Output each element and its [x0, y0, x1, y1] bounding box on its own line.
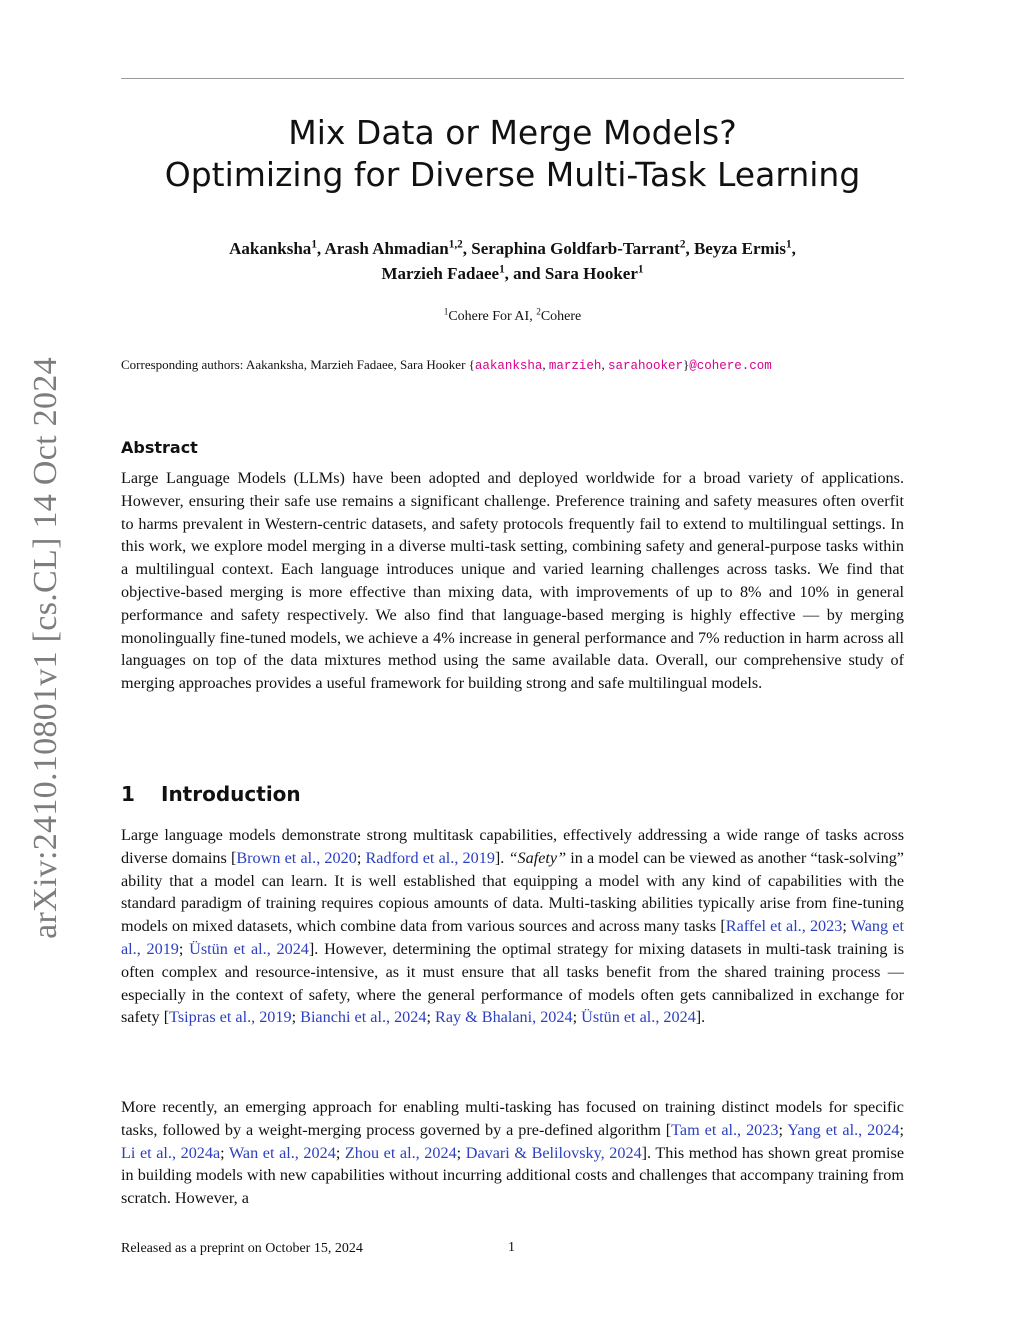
author-name: Sara Hooker [544, 264, 638, 283]
author-affiliation-mark: 2 [679, 238, 686, 251]
citation-link[interactable]: Wan et al., 2024 [228, 1143, 336, 1162]
citation-link[interactable]: Tam et al., 2023 [671, 1120, 779, 1139]
citation-link[interactable]: Üstün et al., 2024 [581, 1008, 696, 1027]
author-conjunction: and [513, 264, 541, 283]
email-link[interactable]: marzieh [548, 359, 602, 373]
paper-title [121, 112, 904, 196]
author-name: Seraphina Goldfarb-Tarrant [471, 239, 680, 258]
introduction-heading [121, 782, 301, 806]
author-affiliation-mark: 1 [637, 263, 644, 276]
title-line-1: Mix Data or Merge Models? [288, 113, 737, 152]
author-name: Beyza Ermis [693, 239, 787, 258]
intro-paragraph-1: Large language models demonstrate strong multitask capabilities, effectively addressing a wide range of tasks across diverse domains [Brown et al., 2020; Radford et al., 2019]. “Safety” in a model can be viewed as another “task-solving” ability that a model can learn. It is well established that equipping a model with any kind of capabilities with the standard paradigm of training requires copious amounts of data. Multi-tasking abilities typically arise from fine-tuning models on mixed datasets, which combine data from various sources and across many tasks [Raffel et al., 2023; Wang et al., 2019; Üstün et al., 2024]. However, determining the optimal strategy for mixing datasets in multi-task training is often complex and resource-intensive, as it must ensure that all tasks benefit from the shared training process — especially in the context of safety, where the general performance of models often gets cannibalized in exchange for safety [Tsipras et al., 2019; Bianchi et al., 2024; Ray & Bhalani, 2024; Üstün et al., 2024]. [121, 826, 905, 1027]
author-affiliation-mark: 1 [499, 263, 505, 276]
citation-link[interactable]: Ray & Bhalani, 2024 [435, 1008, 573, 1027]
email-link[interactable]: aakanksha [474, 359, 543, 373]
author-name: Aakanksha [229, 239, 312, 258]
top-rule [121, 78, 904, 79]
citation-link[interactable]: Li et al., 2024a [121, 1143, 221, 1162]
abstract-heading: Abstract [121, 438, 198, 457]
emphasized-text: “Safety” [508, 848, 567, 867]
citation-link[interactable]: Yang et al., 2024 [787, 1120, 900, 1139]
affiliation-name: Cohere For AI [448, 309, 530, 324]
preprint-release-note: Released as a preprint on October 15, 2024 [121, 1241, 363, 1256]
intro-paragraph-2: More recently, an emerging approach for enabling multi-tasking has focused on training distinct models for specific tasks, followed by a weight-merging process governed by a pre-defined algorithm [Tam et al., 2023; Yang et al., 2024; Li et al., 2024a; Wan et al., 2024; Zhou et al., 2024; Davari & Belilovsky, 2024]. This method has shown great promise in building models with new capabilities without incurring additional costs and challenges that accompany training from scratch. However, a [121, 1098, 905, 1208]
citation-link[interactable]: Raffel et al., 2023 [725, 917, 843, 936]
page-number: 1 [508, 1240, 515, 1255]
author-affiliation-mark: 1 [786, 238, 792, 251]
section-number: 1 [121, 782, 135, 806]
title-line-2: Optimizing for Diverse Multi-Task Learning [164, 155, 861, 194]
email-link[interactable]: sarahooker [607, 359, 683, 373]
citation-link[interactable]: Davari & Belilovsky, 2024 [465, 1143, 642, 1162]
corresponding-authors: Corresponding authors: Aakanksha, Marzieh Fadaee, Sara Hooker {aakanksha, marzieh, sarahooker}@cohere.com [121, 357, 772, 373]
author-list: Aakanksha$^1$, Arash Ahmadian$^{1,2}$, Seraphina Goldfarb-Tarrant$^2$, Beyza Ermis$^1$, Marzieh Fadaee$^1$, and Sara Hooker$^1$ [229, 238, 796, 283]
section-title: Introduction [161, 782, 301, 806]
affiliation-name: Cohere [540, 309, 582, 324]
affiliation-mark: 1 [443, 306, 449, 317]
citation-link[interactable]: Tsipras et al., 2019 [169, 1008, 292, 1027]
corresponding-label: Corresponding authors: Aakanksha, Marzieh Fadaee, Sara Hooker [121, 357, 466, 372]
citation-link[interactable]: Radford et al., 2019 [365, 848, 495, 867]
arxiv-identifier-stamp: arXiv:2410.10801v1 [cs.CL] 14 Oct 2024 [27, 357, 64, 939]
email-domain: @cohere.com [689, 359, 772, 373]
citation-link[interactable]: Brown et al., 2020 [236, 848, 357, 867]
abstract-body: Large Language Models (LLMs) have been adopted and deployed worldwide for a broad variety of applications. However, ensuring their safe use remains a significant challenge. Preference training and safety measures often overfit to harms prevalent in Western-centric datasets, and safety protocols frequently fail to extend to multilingual settings. In this work, we explore model merging in a diverse multi-task setting, combining safety and general-purpose tasks within a multilingual context. Each language introduces unique and varied learning challenges across tasks. We find that objective-based merging is more effective than mixing data, with improvements of up to 8% and 10% in general performance and safety respectively. We also find that language-based merging is highly effective — by merging monolingually fine-tuned models, we achieve a 4% increase in general performance and 7% reduction in harm across all languages on top of the data mixtures method using the same available data. Overall, our comprehensive study of merging approaches provides a useful framework for building strong and safe multilingual models. [121, 469, 904, 693]
author-affiliation-mark: 1 [311, 238, 317, 251]
affiliation-mark: 2 [536, 306, 541, 317]
citation-link[interactable]: Üstün et al., 2024 [189, 939, 309, 958]
citation-link[interactable]: Bianchi et al., 2024 [300, 1008, 427, 1027]
author-affiliation-mark: 1,2 [448, 238, 463, 251]
author-name: Marzieh Fadaee [381, 264, 500, 283]
citation-link[interactable]: Zhou et al., 2024 [344, 1143, 457, 1162]
author-name: Arash Ahmadian [324, 239, 449, 258]
affiliations: $^1$Cohere For AI, $^2$Cohere [443, 306, 582, 324]
citation-link[interactable]: Wang et al., 2019 [121, 917, 904, 958]
